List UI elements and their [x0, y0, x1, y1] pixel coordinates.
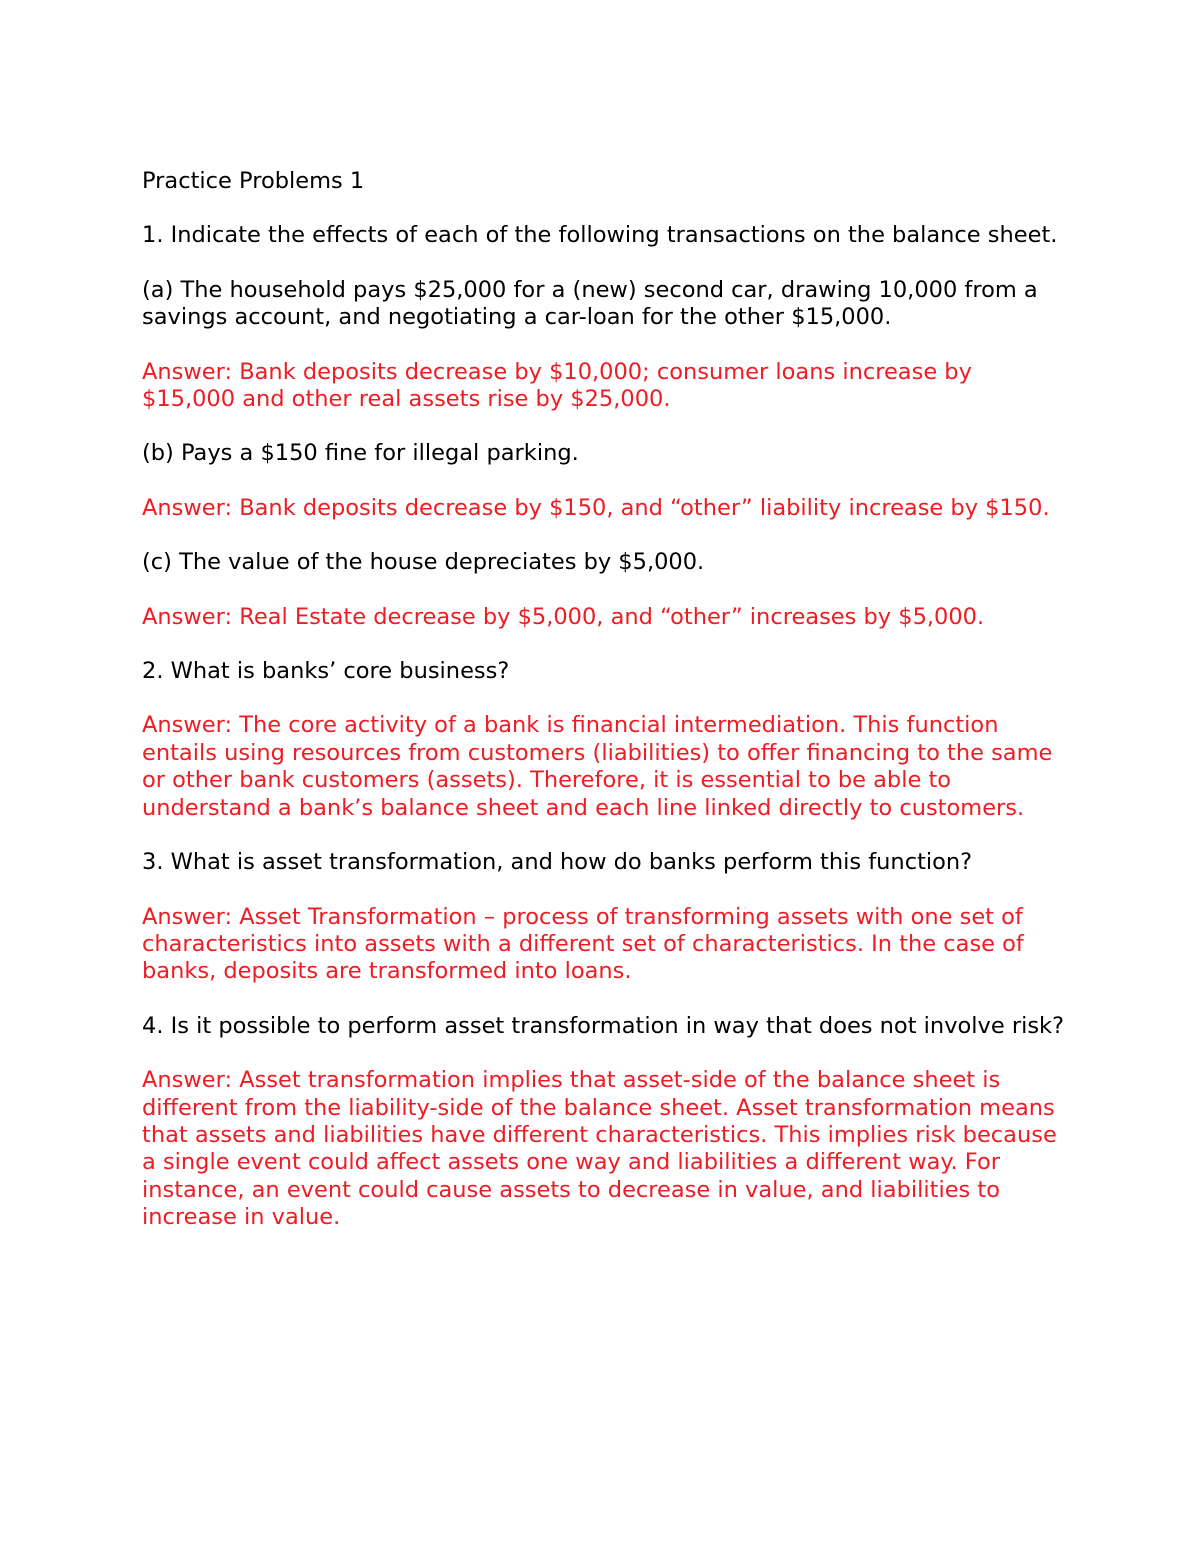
question-1a: (a) The household pays $25,000 for a (new) second car, drawing 10,000 from a savings account, and negotiating a car-loan for the other $15,000.	[142, 276, 1045, 331]
document-page	[142, 168, 1072, 1259]
question-2: 2. What is banks’ core business?	[142, 658, 510, 685]
question-1c: (c) The value of the house depreciates by $5,000.	[142, 549, 705, 576]
document-title: Practice Problems 1	[142, 168, 365, 194]
question-4: 4. Is it possible to perform asset transformation in way that does not involve risk?	[142, 1012, 1065, 1039]
answer-2: Answer: The core activity of a bank is financial intermediation. This function entails using resources from customers (liabilities) to offer financing to the same or other bank customers (assets). Therefore, it is essential to be able to understand a bank’s balance sheet and each line linked directly to customers.	[142, 712, 1060, 821]
answer-1b: Answer: Bank deposits decrease by $150, and “other” liability increase by $150.	[142, 494, 1050, 521]
answer-4: Answer: Asset transformation implies that asset-side of the balance sheet is different from the liability-side of the balance sheet. Asset transformation means that assets and liabilities have different characteristics. This implies risk because a single event could affect assets one way and liabilities a different way. For instance, an event could cause assets to decrease in value, and liabilities to increase in value.	[142, 1067, 1064, 1231]
question-1b: (b) Pays a $150 fine for illegal parking.	[142, 440, 579, 467]
answer-1a: Answer: Bank deposits decrease by $10,000; consumer loans increase by $15,000 and other real assets rise by $25,000.	[142, 358, 980, 413]
question-3: 3. What is asset transformation, and how do banks perform this function?	[142, 849, 973, 876]
answer-3: Answer: Asset Transformation – process of transforming assets with one set of characteristics into assets with a different set of characteristics. In the case of banks, deposits are transformed into loans.	[142, 903, 1032, 985]
answer-1c: Answer: Real Estate decrease by $5,000, and “other” increases by $5,000.	[142, 603, 985, 630]
question-1: 1. Indicate the effects of each of the following transactions on the balance sheet.	[142, 222, 1058, 249]
